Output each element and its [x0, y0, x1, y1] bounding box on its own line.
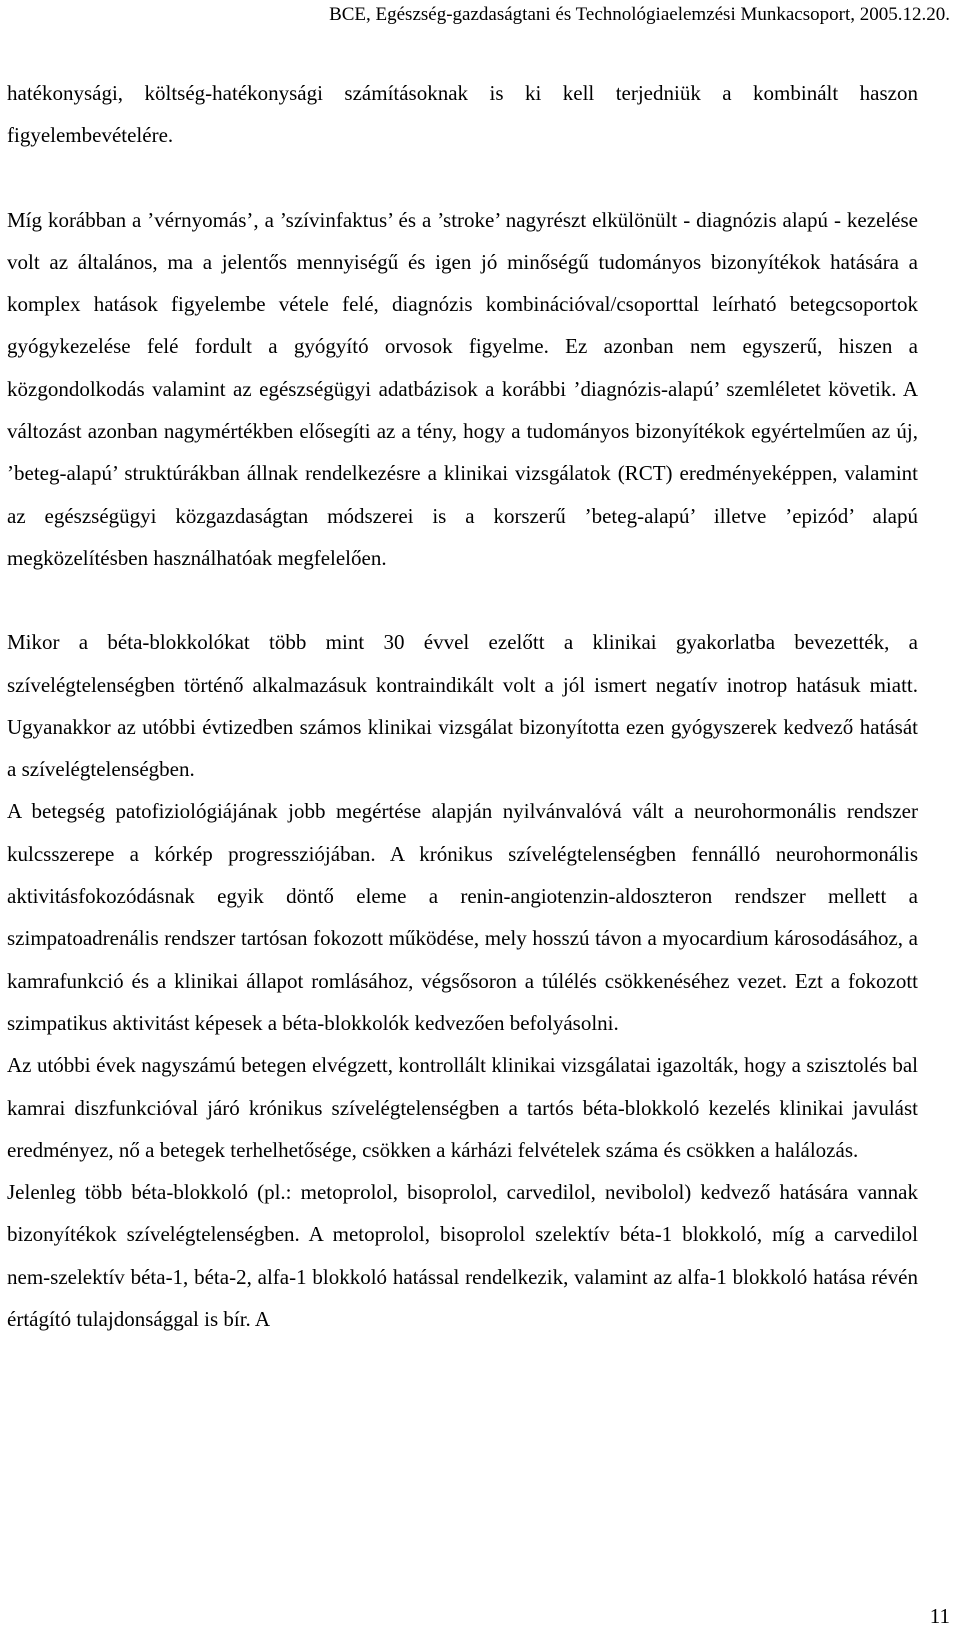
running-header: BCE, Egészség-gazdaságtani és Technológiaelemzési Munkacsoport, 2005.12.20. [329, 4, 950, 25]
paragraph-beta-blocker-history: Mikor a béta-blokkolókat több mint 30 évvel ezelőtt a klinikai gyakorlatba bevezették, a szívelégtelenségben történő alkalmazásuk kontraindikált volt a jól ismert negatív inotrop hatásuk miatt. Ugyanakkor az utóbbi évtizedben számos klinikai vizsgálat bizonyította ezen gyógyszerek kedvező hatását a szívelégtelenségben. [7, 630, 918, 782]
page-number: 11 [929, 1604, 950, 1628]
paragraph-diagnosis-approach: Míg korábban a ’vérnyomás’, a ’szívinfaktus’ és a ’stroke’ nagyrészt elkülönült - diagnózis alapú - kezelése volt az általános, ma a jelentős mennyiségű és igen jó minőségű tudományos bizonyítékok hatására a komplex hatások figyelembe vétele felé, diagnózis kombinációval/csoporttal leírható betegcsoportok gyógykezelése felé fordult a gyógyító orvosok figyelme. Ez azonban nem egyszerű, hiszen a közgondolkodás valamint az egészségügyi adatbázisok a korábbi ’diagnózis-alapú’ szemléletet követik. A változást azonban nagymértékben elősegíti az a tény, hogy a tudományos bizonyítékok egyértelműen az új, ’beteg-alapú’ struktúrákban állnak rendelkezésre a klinikai vizsgálatok (RCT) eredményeképpen, valamint az egészségügyi közgazdaságtan módszerei is a korszerű ’beteg-alapú’ illetve ’epizód’ alapú megközelítésben használhatóak megfelelően. [7, 207, 918, 570]
paragraph-pathophysiology: A betegség patofiziológiájának jobb megértése alapján nyilvánvalóvá vált a neurohormonális rendszer kulcsszerepe a kórkép progressziójában. A krónikus szívelégtelenségben fennálló neurohormonális aktivitásfokozódásnak egyik döntő eleme a renin-angiotenzin-aldoszteron rendszer mellett a szimpatoadrenális rendszer tartósan fokozott működése, mely hosszú távon a myocardium károsodásához, a kamrafunkció és a klinikai állapot romlásához, végsősoron a túlélés csökkenéséhez vezet. Ezt a fokozott szimpatikus aktivitást képesek a béta-blokkolók kedvezően befolyásolni. [7, 799, 918, 1035]
paragraph-continuation: hatékonysági, költség-hatékonysági számításoknak is ki kell terjedniük a kombinált haszon figyelembevételére. [7, 81, 918, 148]
paragraph-current-beta-blockers: Jelenleg több béta-blokkoló (pl.: metoprolol, bisoprolol, carvedilol, nevibolol) kedvező hatására vannak bizonyítékok szívelégtelenségben. A metoprolol, bisoprolol szelektív béta-1 blokkoló, míg a carvedilol nem-szelektív béta-1, béta-2, alfa-1 blokkoló hatással rendelkezik, valamint az alfa-1 blokkoló hatása révén értágító tulajdonsággal is bír. A [7, 1180, 918, 1332]
paragraph-clinical-trials: Az utóbbi évek nagyszámú betegen elvégzett, kontrollált klinikai vizsgálatai igazolták, hogy a szisztolés bal kamrai diszfunkcióval járó krónikus szívelégtelenségben a tartós béta-blokkoló kezelés klinikai javulást eredményez, nő a betegek terhelhetősége, csökken a kárházi felvételek száma és csökken a halálozás. [7, 1053, 918, 1162]
document-body [7, 72, 918, 1340]
